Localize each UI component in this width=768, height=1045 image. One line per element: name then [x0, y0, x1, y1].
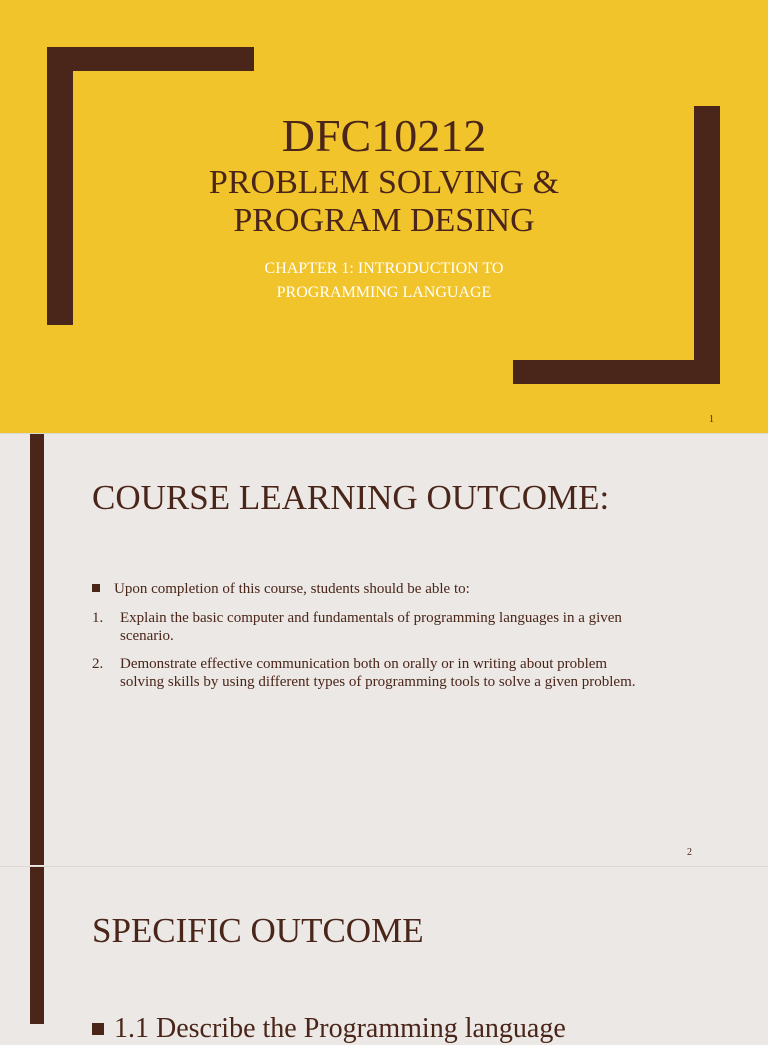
- accent-bar: [30, 867, 44, 1024]
- item-number: 1.: [92, 610, 104, 626]
- chapter-line-1: CHAPTER 1: INTRODUCTION TO: [264, 260, 504, 277]
- square-bullet-icon: [92, 584, 100, 592]
- slide-heading: SPECIFIC OUTCOME: [92, 911, 424, 950]
- item-text-line-2: scenario.: [120, 628, 174, 644]
- outcome-item-text: 1.1 Describe the Programming language: [114, 1013, 566, 1044]
- item-number: 2.: [92, 656, 104, 672]
- item-text-line-1: Explain the basic computer and fundamentals of programming languages in a given: [120, 610, 622, 626]
- square-bullet-icon: [92, 1023, 104, 1035]
- intro-text: Upon completion of this course, students should be able to:: [114, 581, 470, 597]
- page-number: 1: [709, 414, 714, 425]
- course-title: [0, 164, 768, 240]
- item-text-line-1: Demonstrate effective communication both on orally or in writing about problem: [120, 656, 608, 672]
- course-outcome-slide: [0, 433, 768, 865]
- slide-heading: COURSE LEARNING OUTCOME:: [92, 478, 610, 517]
- outcome-body: [92, 580, 692, 700]
- item-text-line-2: solving skills by using different types of programming tools to solve a given problem.: [120, 674, 636, 690]
- specific-outcome-slide: [0, 866, 768, 1044]
- page-number: 2: [687, 847, 692, 858]
- bracket-bottom-right-horizontal: [513, 360, 720, 384]
- bracket-top-left-horizontal: [47, 47, 254, 71]
- course-code: DFC10212: [281, 110, 487, 161]
- course-title-line-1: PROBLEM SOLVING &: [208, 164, 560, 201]
- chapter-line-2: PROGRAMMING LANGUAGE: [276, 284, 492, 301]
- accent-bar: [30, 434, 44, 865]
- intro-bullet: [92, 580, 470, 598]
- chapter-subtitle: [0, 257, 768, 305]
- outcome-item-cut-off: [92, 1013, 566, 1045]
- title-slide: [0, 0, 768, 433]
- course-title-line-2: PROGRAM DESING: [233, 202, 535, 239]
